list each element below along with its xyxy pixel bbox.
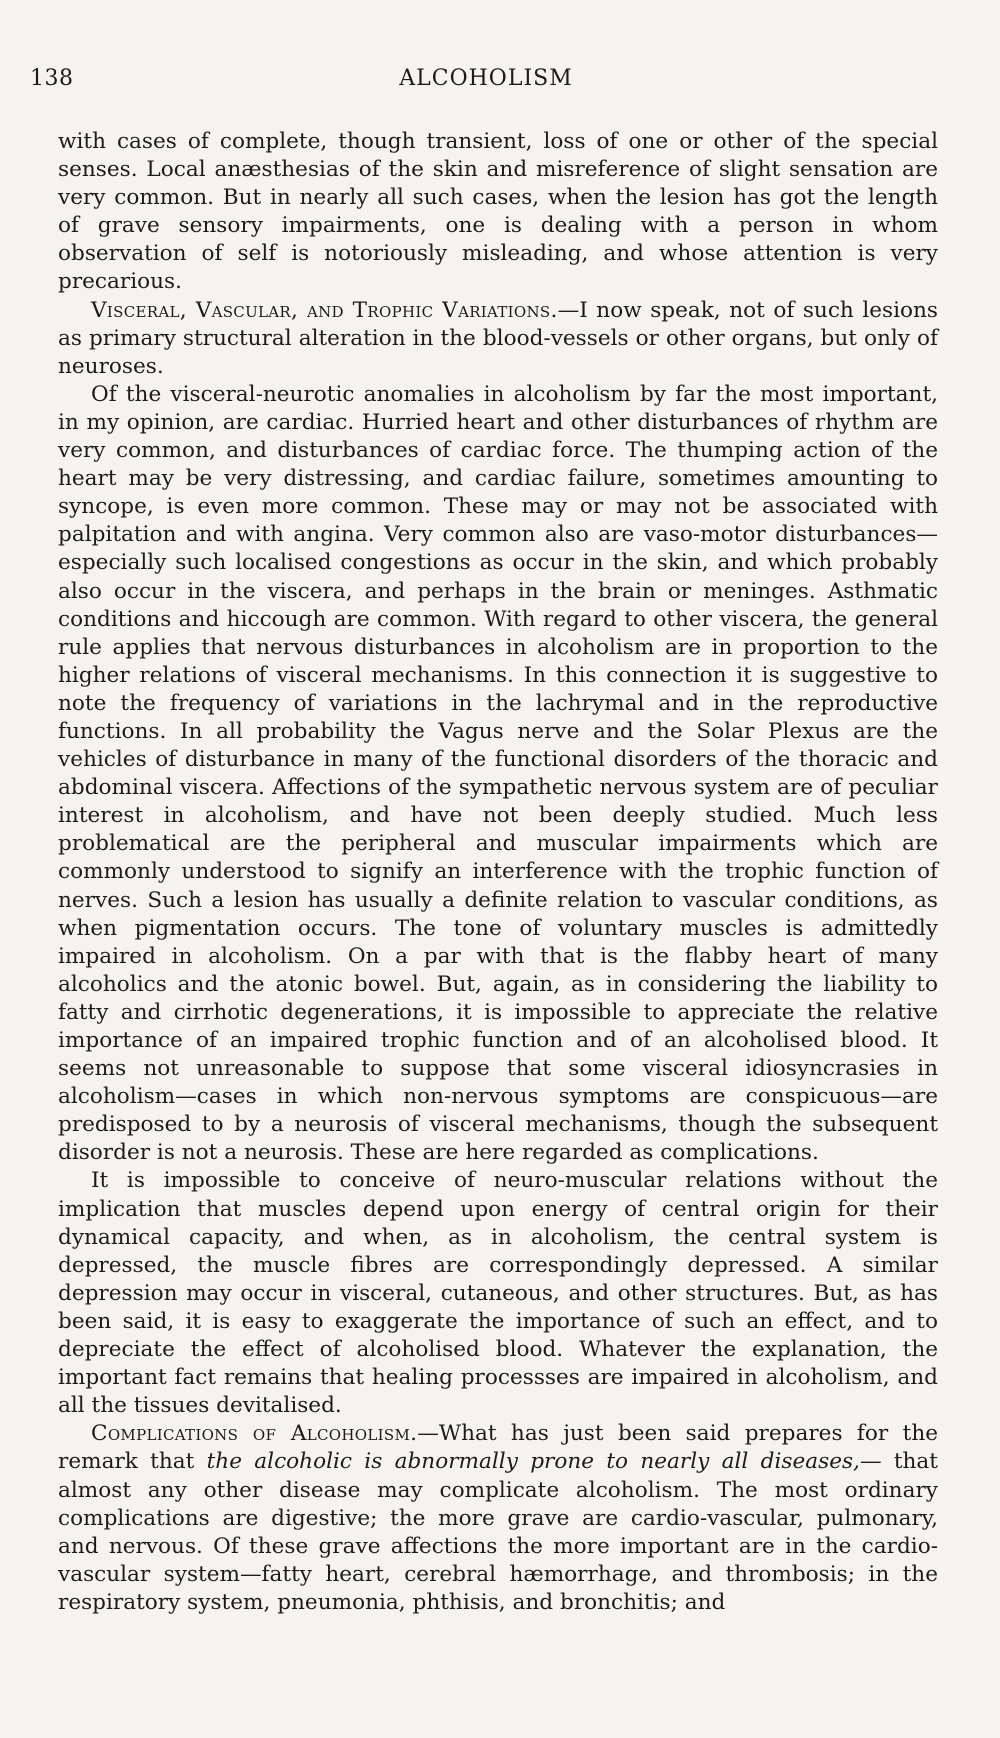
section-heading-complications: Complications of Alcoholism.: [91, 1421, 418, 1447]
paragraph-visceral-neurotic: [58, 381, 938, 1168]
page-number: 138: [30, 66, 74, 91]
italic-emphasis: the alcoholic is abnormally prone to nearly all diseases,: [206, 1449, 860, 1475]
paragraph-text: —I now speak, not of such lesions as primary structural alteration in the blood-vessels or other organs, but only of neuroses.: [58, 297, 939, 379]
paragraph-text: —What has just been said prepares for the remark that: [58, 1421, 939, 1475]
paragraph-text: — that almost any other disease may complicate alcoholism. The most ordinary complications are digestive; the more grave are cardio-vascular, pulmonary, and nervous. Of these grave affections the more important are in the cardio-vascular system—fatty heart, cerebral hæmorrhage, and thrombosis; in the respiratory system, pneumonia, phthisis, and bronchitis; and: [58, 1449, 938, 1615]
running-title: ALCOHOLISM: [399, 66, 573, 91]
paragraph-text: It is impossible to conceive of neuro-muscular relations without the implication that muscles depend upon energy of central origin for their dynamical capacity, and when, as in alcoholism, the central system is depressed, the muscle fibres are correspondingly depressed. A similar depression may occur in visceral, cutaneous, and other structures. But, as has been said, it is easy to exaggerate the importance of such an effect, and to depreciate the effect of alcoholised blood. Whatever the explanation, the important fact remains that healing processses are impaired in alcoholism, and all the tissues devitalised.: [58, 1168, 938, 1419]
paragraph-continuation: [58, 128, 938, 297]
paragraph-visceral-variations: [58, 297, 938, 381]
paragraph-complications: [58, 1420, 938, 1617]
section-heading-visceral: Visceral, Vascular, and Trophic Variations.: [91, 297, 558, 323]
body-text: [58, 128, 938, 1617]
paragraph-text: with cases of complete, though transient, loss of one or other of the special senses. Local anæsthesias of the skin and misreference of slight sensation are very common. But in nearly all such cases, when the lesion has got the length of grave sensory impairments, one is dealing with a person in whom observation of self is notoriously misleading, and whose attention is very precarious.: [58, 129, 938, 295]
running-head: [30, 66, 942, 98]
paragraph-text: Of the visceral-neurotic anomalies in alcoholism by far the most important, in my opinion, are cardiac. Hurried heart and other disturbances of rhythm are very common, and disturbances of cardiac force. The thumping action of the heart may be very distressing, and cardiac failure, sometimes amounting to syncope, is even more common. These may or may not be associated with palpitation and with angina. Very common also are vaso-motor disturbances—especially such localised congestions as occur in the skin, and which probably also occur in the viscera, and perhaps in the brain or meninges. Asthmatic conditions and hiccough are common. With regard to other viscera, the general rule applies that nervous disturbances in alcoholism are in proportion to the higher relations of visceral mechanisms. In this connection it is suggestive to note the frequency of variations in the lachrymal and in the reproductive functions. In all probability the Vagus nerve and the Solar Plexus are the vehicles of disturbance in many of the functional disorders of the thoracic and abdominal viscera. Affections of the sympathetic nervous system are of peculiar interest in alcoholism, and have not been deeply studied. Much less problematical are the peripheral and muscular impairments which are commonly understood to signify an interference with the trophic function of nerves. Such a lesion has usually a definite relation to vascular conditions, as when pigmentation occurs. The tone of voluntary muscles is admittedly impaired in alcoholism. On a par with that is the flabby heart of many alcoholics and the atonic bowel. But, again, as in considering the liability to fatty and cirrhotic degenerations, it is impossible to appreciate the relative importance of an impaired trophic function and of an alcoholised blood. It seems not unreasonable to suppose that some visceral idiosyncrasies in alcoholism—cases in which non-nervous symptoms are conspicuous—are predisposed to by a neurosis of visceral mechanisms, though the subsequent disorder is not a neurosis. These are here regarded as complications.: [58, 381, 938, 1166]
paragraph-neuro-muscular: [58, 1167, 938, 1420]
